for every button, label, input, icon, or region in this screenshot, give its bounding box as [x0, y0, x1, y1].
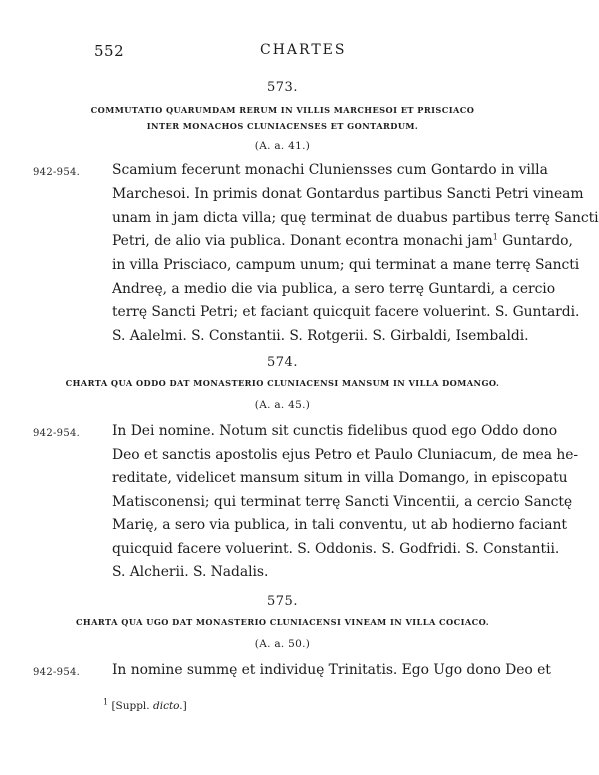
text-line: in villa Prisciaco, campum unum; qui terminat a mane terrę Sancti [112, 257, 580, 273]
charter-title: COMMUTATIO QUARUMDAM RERUM IN VILLIS MARCHESOI ET PRISCIACO [90, 105, 475, 115]
footnote-reference: 1 [492, 232, 498, 242]
text-line [112, 232, 573, 249]
text-line: S. Alcherii. S. Nadalis. [112, 564, 269, 580]
charter-date: (A. a. 45.) [254, 399, 311, 411]
page-number: 552 [94, 42, 125, 60]
margin-date: 942-954. [33, 667, 81, 678]
charter-date: (A. a. 50.) [254, 638, 311, 650]
text-line: Marchesoi. In primis donat Gontardus partibus Sancti Petri vineam [112, 186, 584, 202]
footnote [103, 697, 187, 712]
text-line: Deo et sanctis apostolis ejus Petro et Paulo Cluniacum, de mea he- [112, 447, 579, 463]
text-line: In nomine summę et individuę Trinitatis. Ego Ugo dono Deo et [112, 662, 551, 678]
charter-title: CHARTA QUA UGO DAT MONASTERIO CLUNIACENSI VINEAM IN VILLA COCIACO. [75, 617, 490, 627]
text-line: terrę Sancti Petri; et faciant quicquit facere voluerint. S. Guntardi. [112, 304, 580, 320]
text-segment: Guntardo, [502, 233, 573, 249]
charter-date: (A. a. 41.) [254, 140, 311, 152]
footnote-close: ] [182, 700, 187, 712]
charter-number: 573. [267, 80, 298, 95]
text-segment: Petri, de alio via publica. Donant econtra monachi jam [112, 233, 493, 249]
text-line: Scamium fecerunt monachi Cluniensses cum Gontardo in villa [112, 162, 548, 178]
charter-title: INTER MONACHOS CLUNIACENSES ET GONTARDUM. [146, 121, 419, 131]
footnote-text: [Suppl. [111, 700, 150, 712]
text-line: Andreę, a medio die via publica, a sero terrę Guntardi, a cercio [112, 281, 556, 297]
charter-number: 574. [267, 355, 298, 370]
text-line: unam in jam dicta villa; quę terminat de duabus partibus terrę Sancti [112, 210, 599, 226]
text-line: quicquid facere voluerint. S. Oddonis. S. Godfridi. S. Constantii. [112, 541, 560, 557]
charter-number: 575. [267, 594, 298, 609]
text-line: In Dei nomine. Notum sit cunctis fidelibus quod ego Oddo dono [112, 423, 558, 439]
charter-title: CHARTA QUA ODDO DAT MONASTERIO CLUNIACENSI MANSUM IN VILLA DOMANGO. [65, 378, 500, 388]
margin-date: 942-954. [33, 167, 81, 178]
running-title: CHARTES [260, 42, 347, 58]
margin-date: 942-954. [33, 428, 81, 439]
text-line: Marię, a sero via publica, in tali conventu, ut ab hodierno faciant [112, 517, 567, 533]
text-line: Matisconensi; qui terminat terrę Sancti Vincentii, a cercio Sanctę [112, 494, 573, 510]
text-line: reditate, videlicet mansum situm in villa Domango, in episcopatu [112, 470, 568, 486]
footnote-mark: 1 [103, 697, 109, 707]
text-line: S. Aalelmi. S. Constantii. S. Rotgerii. S. Girbaldi, Isembaldi. [112, 328, 529, 344]
footnote-italic: dicto. [152, 700, 183, 712]
